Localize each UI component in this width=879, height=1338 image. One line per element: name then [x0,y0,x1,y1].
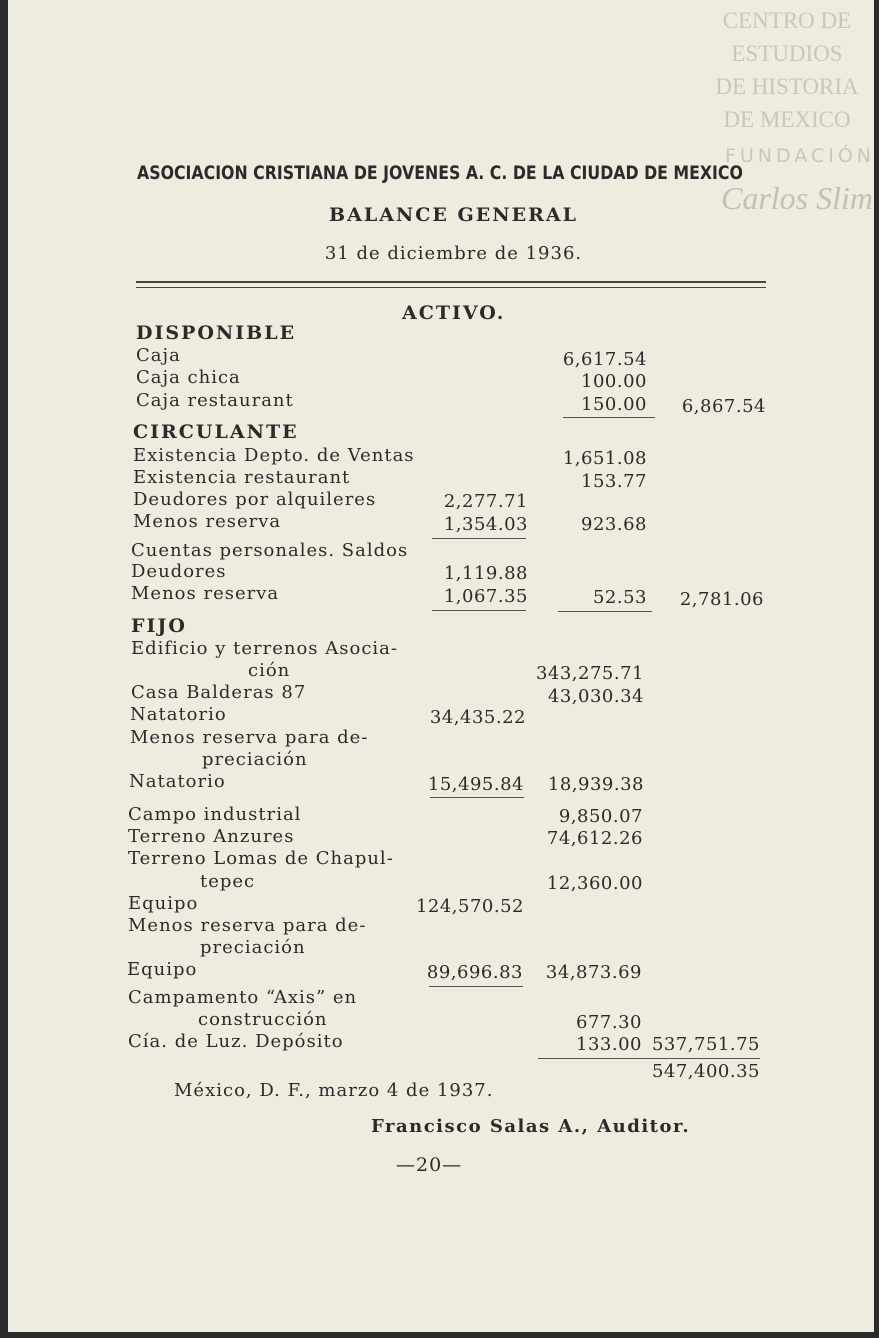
sum-rule [429,986,523,987]
group-total: 6,867.54 [681,396,766,417]
row-label: Existencia restaurant [133,467,351,488]
page-number: —20— [396,1154,463,1176]
sum-rule [563,417,655,418]
group-heading: DISPONIBLE [136,322,297,344]
row-value: 153.77 [581,471,647,492]
watermark-signature: Carlos Slim [720,180,873,216]
watermark-fundacion: FUNDACIÓN [724,145,875,167]
row-value: 923.68 [581,514,647,535]
watermark-line: DE HISTORIA [715,74,859,99]
sum-rule [430,797,524,798]
row-label: Menos reserva [131,583,280,604]
row-value: 1,067.35 [443,586,528,607]
auditor-signature: Francisco Salas A., Auditor. [371,1116,691,1137]
row-value: 12,360.00 [546,873,643,894]
sum-rule [432,538,526,539]
row-label: Natatorio [130,704,227,725]
row-label: ción [248,660,291,681]
row-label: Campamento “Axis” en [128,987,358,1008]
row-value: 343,275.71 [535,663,644,684]
row-label: Deudores [131,561,227,582]
sum-rule [558,611,652,612]
row-value: 100.00 [581,371,647,392]
row-label: Cuentas personales. Saldos [131,540,409,561]
row-label: Deudores por alquileres [133,489,377,510]
group-heading: FIJO [131,615,187,637]
row-value: 52.53 [592,587,647,608]
group-total: 2,781.06 [679,589,764,610]
row-label: Menos reserva [133,511,282,532]
row-label: Cía. de Luz. Depósito [128,1031,344,1052]
section-heading: ACTIVO. [402,302,506,324]
watermark-line: DE MEXICO [723,107,851,132]
row-label: Terreno Lomas de Chapul- [128,848,394,869]
row-label: Campo industrial [128,804,302,825]
row-label: Equipo [127,959,198,980]
row-label: Menos reserva para de- [130,727,369,748]
row-value: 43,030.34 [547,686,644,707]
statement-date: 31 de diciembre de 1936. [324,243,583,264]
row-value: 34,873.69 [545,962,642,983]
sum-rule [538,1058,760,1059]
row-label: Natatorio [129,771,226,792]
row-label: tepec [200,871,256,892]
row-label: Equipo [128,893,199,914]
row-value: 1,119.88 [443,563,528,584]
header-rule [136,287,766,288]
watermark-line: CENTRO DE [722,8,852,33]
row-value: 677.30 [576,1012,642,1033]
row-label: Existencia Depto. de Ventas [133,445,415,466]
sum-rule [432,610,526,611]
row-value: 18,939.38 [547,774,644,795]
row-value: 133.00 [576,1034,642,1055]
row-label: preciación [200,937,306,958]
watermark-line: ESTUDIOS [731,41,843,66]
row-label: Caja restaurant [136,390,294,411]
group-heading: CIRCULANTE [133,421,299,443]
page-subtitle: BALANCE GENERAL [329,204,578,226]
page-title: ASOCIACION CRISTIANA DE JOVENES A. C. DE LA CIUDAD DE MEXICO [137,162,743,184]
row-value: 89,696.83 [426,962,523,983]
group-total: 537,751.75 [651,1034,760,1055]
row-label: Menos reserva para de- [128,915,367,936]
row-value: 150.00 [581,394,647,415]
place-date: México, D. F., marzo 4 de 1937. [174,1080,494,1101]
row-value: 6,617.54 [562,349,647,370]
row-label: construcción [198,1009,328,1030]
row-label: Caja [136,345,181,366]
row-label: Edificio y terrenos Asocia- [131,638,398,659]
row-value: 34,435.22 [429,707,526,728]
watermark-archive [707,4,867,136]
row-value: 1,651.08 [562,448,647,469]
row-value: 124,570.52 [415,896,524,917]
row-value: 9,850.07 [558,806,643,827]
row-value: 74,612.26 [546,828,643,849]
row-value: 15,495.84 [427,774,524,795]
row-value: 1,354.03 [443,514,528,535]
grand-total: 547,400.35 [651,1061,760,1082]
row-label: preciación [202,749,308,770]
row-label: Terreno Anzures [128,826,295,847]
row-value: 2,277.71 [443,491,528,512]
row-label: Caja chica [136,367,241,388]
header-rule [136,281,766,283]
row-label: Casa Balderas 87 [131,682,307,703]
